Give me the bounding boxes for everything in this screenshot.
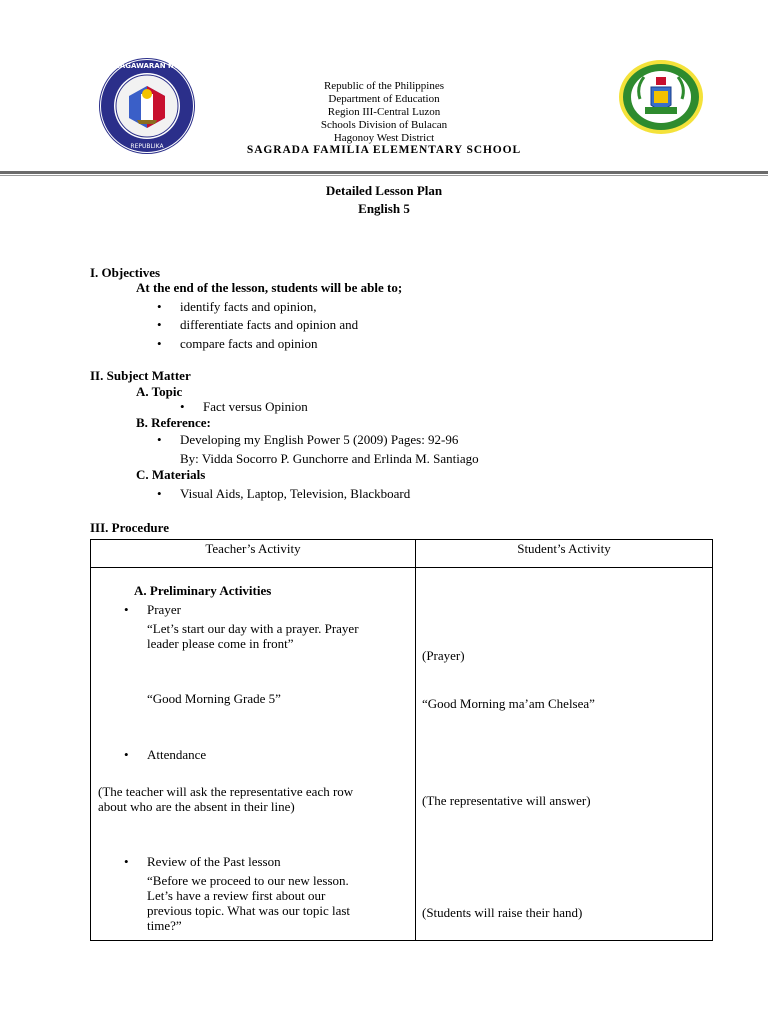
objective-item: • compare facts and opinion bbox=[180, 336, 318, 352]
student-activity-header: Student’s Activity bbox=[416, 540, 713, 568]
review-line-4: time?” bbox=[147, 918, 182, 933]
objective-item: • identify facts and opinion, bbox=[180, 299, 316, 315]
prayer-student-response: (Prayer) bbox=[422, 648, 465, 663]
prayer-label: • Prayer bbox=[147, 602, 181, 618]
teacher-activity-header: Teacher’s Activity bbox=[91, 540, 416, 568]
objective-item: • differentiate facts and opinion and bbox=[180, 317, 358, 333]
reference-value: • Developing my English Power 5 (2009) Pages: 92-96 bbox=[180, 432, 458, 448]
attendance-line-1: (The teacher will ask the representative each row bbox=[98, 784, 354, 799]
svg-text:KAGAWARAN NG: KAGAWARAN NG bbox=[114, 62, 180, 70]
header-line-department: Department of Education bbox=[328, 93, 440, 105]
reference-authors: By: Vidda Socorro P. Gunchorre and Erlinda M. Santiago bbox=[180, 451, 479, 466]
header-line-republic: Republic of the Philippines bbox=[323, 80, 445, 92]
table-header-row bbox=[91, 540, 713, 568]
school-name: SAGRADA FAMILIA ELEMENTARY SCHOOL bbox=[246, 144, 522, 156]
greeting-text: “Good Morning Grade 5” bbox=[147, 691, 281, 706]
review-label: • Review of the Past lesson bbox=[147, 854, 281, 870]
review-line-2: Let’s have a review first about our bbox=[147, 888, 326, 903]
materials-label: C. Materials bbox=[136, 467, 206, 482]
prayer-line-1: “Let’s start our day with a prayer. Prayer bbox=[147, 621, 359, 636]
objectives-intro: At the end of the lesson, students will be able to; bbox=[136, 280, 403, 295]
header-divider-thin bbox=[0, 175, 768, 176]
subject-matter-heading: II. Subject Matter bbox=[90, 368, 191, 383]
procedure-table bbox=[90, 539, 713, 941]
student-activity-cell bbox=[416, 568, 713, 941]
lesson-plan-title: Detailed Lesson Plan bbox=[325, 183, 443, 198]
objectives-heading: I. Objectives bbox=[90, 265, 161, 280]
topic-value: • Fact versus Opinion bbox=[203, 399, 308, 415]
teacher-activity-cell bbox=[91, 568, 416, 941]
attendance-line-2: about who are the absent in their line) bbox=[98, 799, 295, 814]
table-row bbox=[91, 568, 713, 941]
header-line-region: Region III-Central Luzon bbox=[327, 106, 441, 118]
header-line-division: Schools Division of Bulacan bbox=[320, 119, 448, 131]
preliminary-activities-heading: A. Preliminary Activities bbox=[134, 583, 272, 598]
prayer-line-2: leader please come in front” bbox=[147, 636, 294, 651]
review-student-response: (Students will raise their hand) bbox=[422, 905, 583, 920]
reference-label: B. Reference: bbox=[136, 415, 211, 430]
attendance-student-response: (The representative will answer) bbox=[422, 793, 591, 808]
attendance-label: • Attendance bbox=[147, 747, 206, 763]
review-line-1: “Before we proceed to our new lesson. bbox=[147, 873, 349, 888]
topic-label: A. Topic bbox=[136, 384, 183, 399]
greeting-student-response: “Good Morning ma’am Chelsea” bbox=[422, 696, 595, 711]
header-line-district: Hagonoy West District bbox=[333, 132, 435, 144]
materials-value: • Visual Aids, Laptop, Television, Blackboard bbox=[180, 486, 410, 502]
subject-title: English 5 bbox=[358, 201, 410, 216]
svg-text:REPUBLIKA: REPUBLIKA bbox=[130, 143, 164, 150]
procedure-heading: III. Procedure bbox=[90, 520, 169, 535]
review-line-3: previous topic. What was our topic last bbox=[147, 903, 351, 918]
header-divider bbox=[0, 171, 768, 174]
